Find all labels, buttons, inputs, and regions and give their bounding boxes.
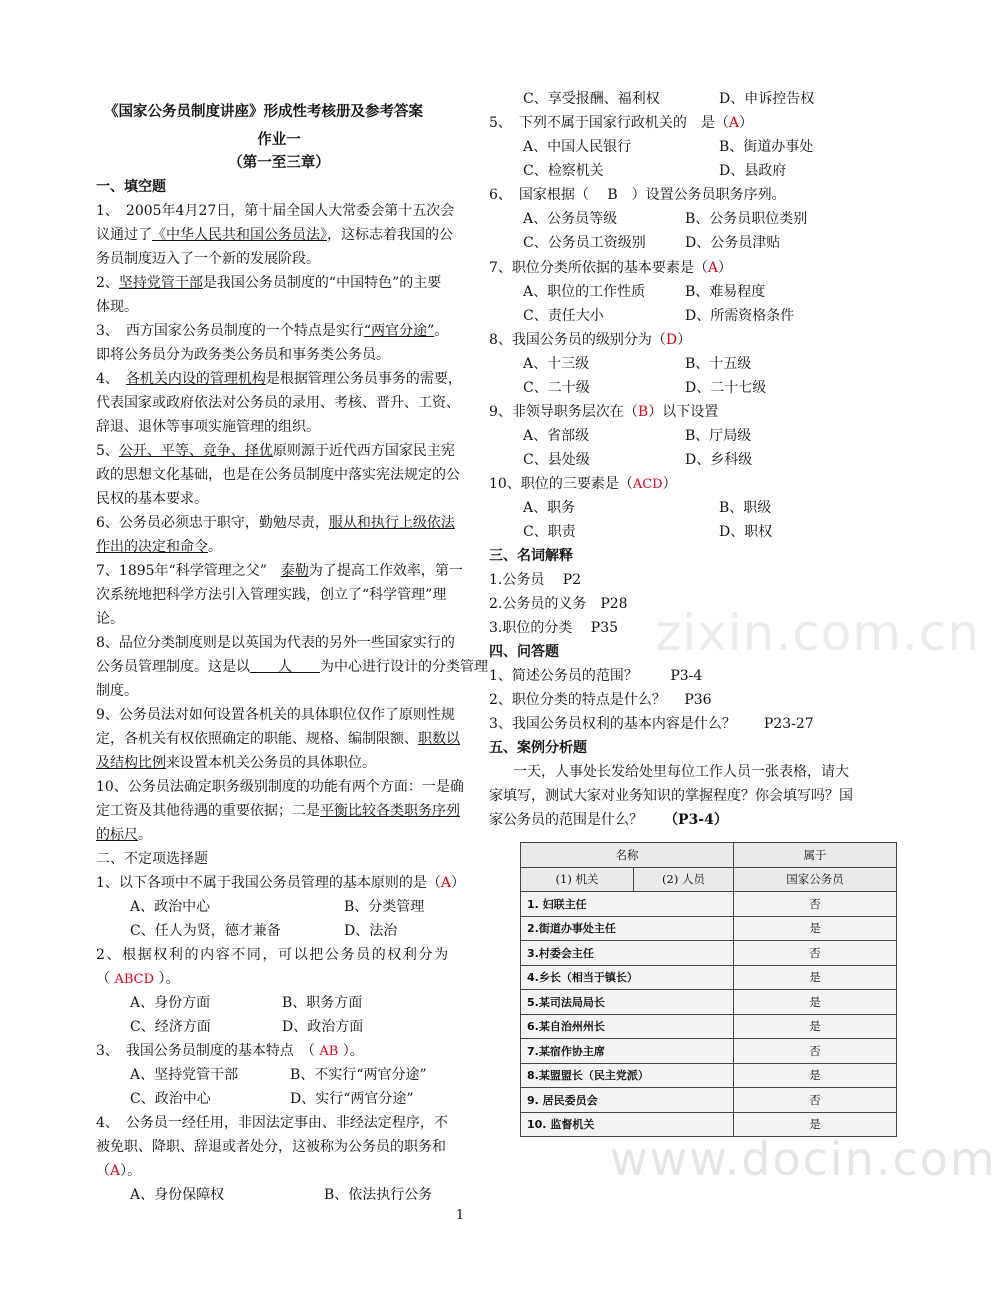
section-fill-blank-heading: 一、填空题 <box>96 179 166 195</box>
mc-q6-stem: 6、 国家根据（ B ）设置公务员职务序列。 <box>489 187 786 203</box>
mc-q6-option-b: B、公务员职位类别 <box>685 211 808 227</box>
mc-q4-answer: A <box>110 1163 121 1179</box>
fill-q6-line2: 作出的决定和命令。 <box>96 539 222 555</box>
fill-q6-answer-part2: 作出的决定和命令 <box>96 539 208 555</box>
fill-q10-line2: 定工资及其他待遇的重要依据；二是平衡比较各类职务序列 <box>96 803 460 819</box>
fill-q9-line1: 9、公务员法对如何设置各机关的具体职位仅作了原则性规 <box>96 707 455 723</box>
fill-q7-line1: 7、1895年“科学管理之父” 泰勒为了提高工作效率，第一 <box>96 563 463 579</box>
fill-q2-line2: 体现。 <box>96 299 138 315</box>
mc-q9-option-b: B、厅局级 <box>685 428 752 444</box>
fill-q8-line3: 制度。 <box>96 683 138 699</box>
mc-q4-option-b: B、依法执行公务 <box>324 1187 433 1203</box>
table-row: 1. 妇联主任 否 <box>521 892 897 917</box>
mc-q2-answer: ABCD <box>114 972 155 987</box>
section-case-heading: 五、案例分析题 <box>489 740 587 756</box>
fill-q3-answer: “两官分途” <box>363 323 435 339</box>
case-text-line1: 一天，人事处长发给处里每位工作人员一张表格，请大 <box>513 764 849 780</box>
fill-q10-line1: 10、公务员法确定职务级别制度的功能有两个方面：一是确 <box>96 779 464 795</box>
fill-q6-line1: 6、公务员必须忠于职守，勤勉尽责，服从和执行上级依法 <box>96 515 455 531</box>
mc-q10-option-a: A、职务 <box>523 500 576 516</box>
mc-q9-stem: 9、非领导职务层次在（B）以下设置 <box>489 404 719 420</box>
header-belong: 属于 <box>734 843 897 868</box>
fill-q2-answer: 坚持党管干部 <box>118 275 203 291</box>
fill-q8-answer: 人 <box>250 659 320 675</box>
mc-q5-option-d: D、县政府 <box>719 163 787 179</box>
mc-q2-stem-line2: （ ABCD ）。 <box>96 971 180 987</box>
mc-q10-answer: ACD <box>632 477 663 492</box>
mc-q8-answer: D <box>665 332 678 348</box>
mc-q7-option-c: C、责任大小 <box>523 308 604 324</box>
section-terms-heading: 三、名词解释 <box>489 548 573 564</box>
table-row: 7.某宿作协主席 否 <box>521 1039 897 1064</box>
table-row: 8.某盟盟长（民主党派） 是 <box>521 1063 897 1088</box>
fill-q9-line2: 定，各机关有权依照确定的职能、规格、编制限额、职数以 <box>96 731 460 747</box>
mc-q1-stem: 1、以下各项中不属于我国公务员管理的基本原则的是（A） <box>96 875 466 891</box>
mc-q4-stem-line2: 被免职、降职、辞退或者处分，这被称为公务员的职务和 <box>96 1139 446 1155</box>
case-page-ref: （P3-4） <box>671 812 728 828</box>
chapter-range: （第一至三章） <box>228 154 330 171</box>
table-row: 3.村委会主任 否 <box>521 941 897 966</box>
fill-q6-answer-part1: 服从和执行上级依法 <box>328 515 455 531</box>
qa-3: 3、我国公务员权利的基本内容是什么？ P23-27 <box>489 716 814 732</box>
mc-q4-stem-line3: （A）。 <box>96 1163 142 1179</box>
mc-q2-option-c: C、经济方面 <box>130 1019 211 1035</box>
case-text-line3: 家公务员的范围是什么？ （P3-4） <box>489 812 728 828</box>
mc-q1-answer: A <box>440 875 452 891</box>
table-row: 9. 居民委员会 否 <box>521 1088 897 1113</box>
term-3: 3.职位的分类 P35 <box>489 620 619 636</box>
fill-q2-line1: 2、坚持党管干部是我国公务员制度的“中国特色”的主要 <box>96 275 442 291</box>
fill-q4-line2: 代表国家或政府依法对公务员的录用、考核、晋升、工资、 <box>96 395 460 411</box>
mc-q2-option-d: D、政治方面 <box>282 1019 364 1035</box>
fill-q3-line1: 3、 西方国家公务员制度的一个特点是实行“两官分途”。 <box>96 323 449 339</box>
section-qa-heading: 四、问答题 <box>489 644 559 660</box>
page-number: 1 <box>455 1208 465 1223</box>
mc-q10-option-b: B、职级 <box>719 500 772 516</box>
fill-q1-line3: 务员制度迈入了一个新的发展阶段。 <box>96 251 320 267</box>
assignment-title: 作业一 <box>257 131 301 148</box>
table-row: 4.乡长（相当于镇长） 是 <box>521 965 897 990</box>
mc-q7-stem: 7、职位分类所依据的基本要素是（A） <box>489 260 733 276</box>
mc-q5-option-b: B、街道办事处 <box>719 139 814 155</box>
subheader-civil-servant: 国家公务员 <box>734 867 897 892</box>
mc-q8-option-c: C、二十级 <box>523 380 590 396</box>
table-row: 10. 监督机关 是 <box>521 1112 897 1137</box>
fill-q5-line3: 民权的基本要求。 <box>96 491 208 507</box>
table-subheader-row <box>521 867 897 892</box>
case-table <box>520 842 897 1137</box>
fill-q1-line2: 议通过了《中华人民共和国公务员法》，这标志着我国的公 <box>96 227 453 243</box>
watermark-mid: zixin.com.cn <box>655 604 981 662</box>
mc-q6-option-a: A、公务员等级 <box>523 211 618 227</box>
term-1: 1.公务员 P2 <box>489 572 582 588</box>
mc-q1-option-a: A、政治中心 <box>130 899 211 915</box>
header-name: 名称 <box>521 843 734 868</box>
fill-q10-answer-part2: 的标尺 <box>96 827 138 843</box>
mc-q9-option-a: A、省部级 <box>523 428 590 444</box>
mc-q10-stem: 10、职位的三要素是（ACD） <box>489 476 677 492</box>
mc-q3-answer: AB <box>319 1044 339 1059</box>
mc-q3-option-a: A、坚持党管干部 <box>130 1067 239 1083</box>
fill-q10-answer-part1: 平衡比较各类职务序列 <box>320 803 460 819</box>
fill-q5-line2: 政的思想文化基础，也是在公务员制度中落实宪法规定的公 <box>96 467 460 483</box>
mc-q5-option-a: A、中国人民银行 <box>523 139 632 155</box>
mc-q6-option-d: D、公务员津贴 <box>685 235 781 251</box>
mc-q5-stem: 5、 下列不属于国家行政机关的 是（A） <box>489 115 754 131</box>
term-2: 2.公务员的义务 P28 <box>489 596 628 612</box>
mc-q9-option-c: C、县处级 <box>523 452 590 468</box>
mc-q9-answer: B <box>637 404 649 420</box>
document-title: 《国家公务员制度讲座》形成性考核册及参考答案 <box>104 103 423 120</box>
fill-q3-line2: 即将公务员分为政务类公务员和事务类公务员。 <box>96 347 390 363</box>
table-header-row <box>521 843 897 868</box>
mc-q4-stem: 4、 公务员一经任用，非因法定事由、非经法定程序，不 <box>96 1115 448 1131</box>
table-row: 2.街道办事处主任 是 <box>521 916 897 941</box>
mc-q10-option-c: C、职责 <box>523 524 576 540</box>
fill-q5-line1: 5、公开、平等、竞争、择优原则源于近代西方国家民主宪 <box>96 443 455 459</box>
qa-1: 1、简述公务员的范围？ P3-4 <box>489 668 703 684</box>
mc-q3-stem: 3、 我国公务员制度的基本特点 （ AB ）。 <box>96 1043 364 1059</box>
fill-q4-answer: 各机关内设的管理机构 <box>125 371 266 387</box>
mc-q7-answer: A <box>707 260 719 276</box>
mc-q6-option-c: C、公务员工资级别 <box>523 235 646 251</box>
mc-q8-option-a: A、十三级 <box>523 356 590 372</box>
fill-q10-line3: 的标尺。 <box>96 827 152 843</box>
mc-q1-option-b: B、分类管理 <box>344 899 425 915</box>
mc-q2-option-b: B、职务方面 <box>282 995 363 1011</box>
subheader-person: (2) 人员 <box>634 867 734 892</box>
case-text-line2: 家填写，测试大家对业务知识的掌握程度？你会填写吗？国 <box>489 788 853 804</box>
fill-q8-line2: 公务员管理制度。这是以 人 为中心进行设计的分类管理 <box>96 659 488 675</box>
fill-q4-line1: 4、 各机关内设的管理机构是根据管理公务员事务的需要， <box>96 371 462 387</box>
mc-q7-option-a: A、职位的工作性质 <box>523 284 646 300</box>
mc-q4-option-d: D、申诉控告权 <box>719 91 815 107</box>
subheader-org: (1) 机关 <box>521 867 634 892</box>
fill-q7-answer: 泰勒 <box>280 563 309 579</box>
mc-q1-option-d: D、法治 <box>344 923 398 939</box>
fill-q8-line1: 8、品位分类制度则是以英国为代表的另外一些国家实行的 <box>96 635 455 651</box>
mc-q1-option-c: C、任人为贤，德才兼备 <box>130 923 281 939</box>
mc-q3-option-c: C、政治中心 <box>130 1091 211 1107</box>
mc-q2-option-a: A、身份方面 <box>130 995 211 1011</box>
fill-q7-line2: 次系统地把科学方法引入管理实践，创立了“科学管理”理 <box>96 587 447 603</box>
mc-q3-option-b: B、不实行“两官分途” <box>290 1067 427 1083</box>
mc-q2-stem: 2、根据权利的内容不同，可以把公务员的权利分为 <box>96 947 450 963</box>
fill-q1-answer: 《中华人民共和国公务员法》 <box>152 227 327 243</box>
mc-q4-option-c: C、享受报酬、福利权 <box>523 91 660 107</box>
watermark-bottom: www.docin.com <box>610 1132 997 1186</box>
mc-q5-option-c: C、检察机关 <box>523 163 604 179</box>
fill-q9-answer-part2: 及结构比例 <box>96 755 166 771</box>
mc-q5-answer: A <box>728 115 740 131</box>
mc-q10-option-d: D、职权 <box>719 524 773 540</box>
fill-q7-line3: 论。 <box>96 611 124 627</box>
mc-q8-stem: 8、我国公务员的级别分为（D） <box>489 332 692 348</box>
fill-q5-answer: 公开、平等、竞争、择优 <box>118 443 273 459</box>
mc-q9-option-d: D、乡科级 <box>685 452 753 468</box>
fill-q4-line3: 辞退、退休等事项实施管理的组织。 <box>96 419 320 435</box>
mc-q7-option-d: D、所需资格条件 <box>685 308 795 324</box>
qa-2: 2、职位分类的特点是什么？ P36 <box>489 692 712 708</box>
mc-q8-option-b: B、十五级 <box>685 356 752 372</box>
fill-q9-line3: 及结构比例来设置本机关公务员的具体职位。 <box>96 755 376 771</box>
fill-q1-line1: 1、 2005年4月27日，第十届全国人大常委会第十五次会 <box>96 203 455 219</box>
mc-q8-option-d: D、二十七级 <box>685 380 767 396</box>
mc-q4-option-a: A、身份保障权 <box>130 1187 225 1203</box>
table-row: 5.某司法局局长 是 <box>521 990 897 1015</box>
mc-q7-option-b: B、难易程度 <box>685 284 766 300</box>
fill-q9-answer-part1: 职数以 <box>418 731 460 747</box>
section-choice-heading: 二、不定项选择题 <box>96 851 208 867</box>
mc-q3-option-d: D、实行“两官分途” <box>290 1091 414 1107</box>
table-row: 6.某自治州州长 是 <box>521 1014 897 1039</box>
